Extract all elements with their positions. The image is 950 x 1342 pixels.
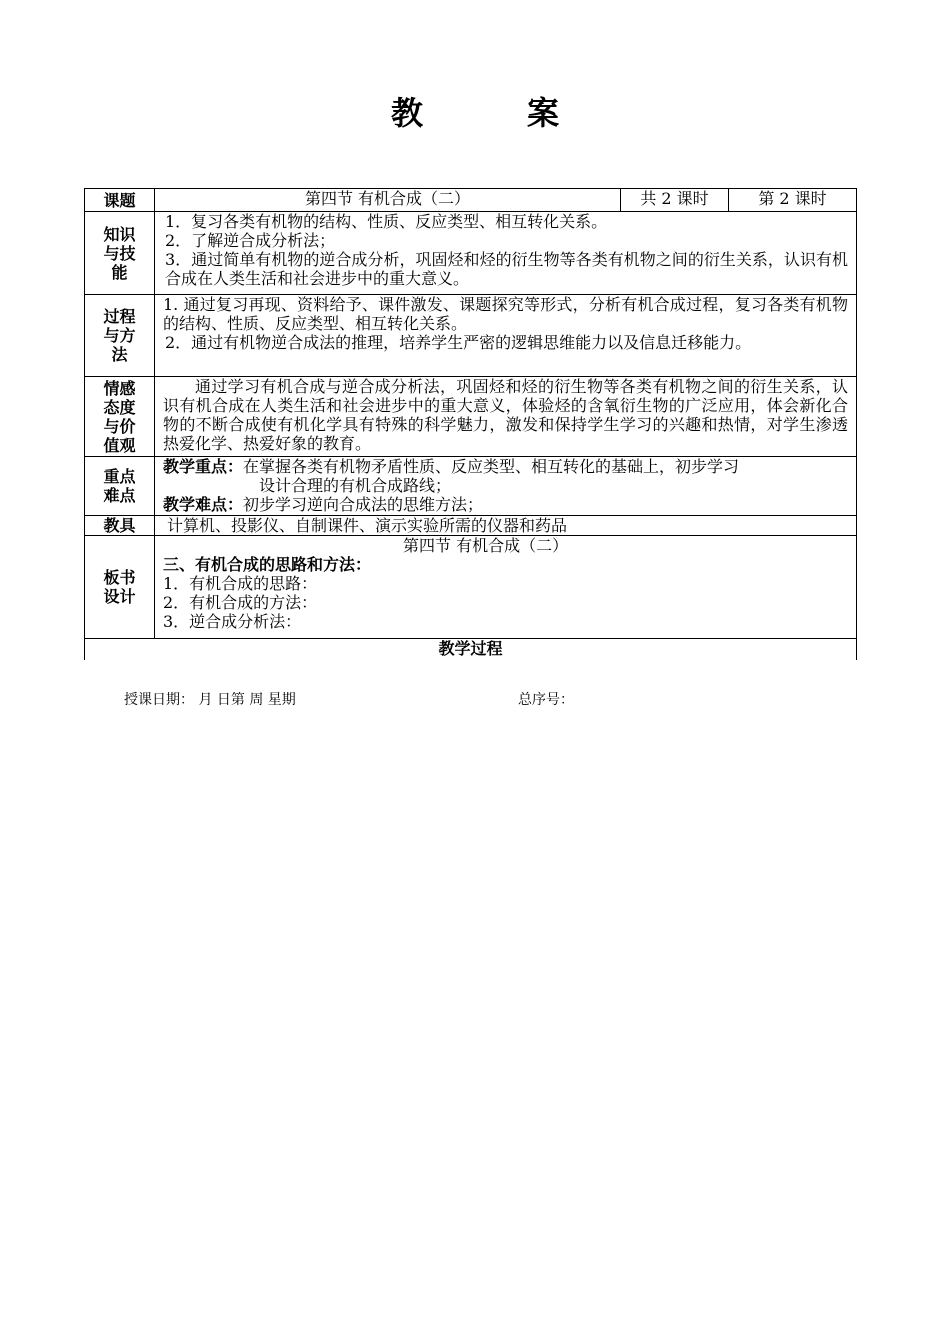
current-hour: 第 2 课时 bbox=[729, 189, 857, 212]
process-label-text: 过程与方法 bbox=[103, 307, 136, 364]
serial-number: 总序号： bbox=[518, 692, 574, 708]
board-section: 三、有机合成的思路和方法： bbox=[163, 555, 372, 574]
lesson-plan-table bbox=[84, 188, 857, 660]
keypoints-row bbox=[85, 457, 857, 516]
board-label-text: 板书设计 bbox=[103, 568, 136, 606]
lesson-plan-sheet bbox=[84, 188, 856, 660]
keypoints-content bbox=[155, 457, 857, 516]
focus-line-2: 设计合理的有机合成路线； bbox=[259, 476, 452, 495]
emotion-row bbox=[85, 377, 857, 457]
board-heading: 第四节 有机合成（二） bbox=[403, 536, 569, 555]
board-content bbox=[155, 536, 857, 639]
tools-label: 教具 bbox=[85, 516, 155, 536]
knowledge-content bbox=[155, 212, 857, 295]
process-content bbox=[155, 295, 857, 377]
focus-line bbox=[163, 457, 848, 476]
tools-row bbox=[85, 516, 857, 536]
keypoints-label-text: 重点难点 bbox=[103, 467, 136, 505]
process-heading: 教学过程 bbox=[85, 639, 857, 660]
knowledge-line: 2．了解逆合成分析法； bbox=[165, 231, 336, 250]
process-line: 2．通过有机物逆合成法的推理，培养学生严密的逻辑思维能力以及信息迁移能力。 bbox=[165, 333, 752, 352]
topic-row bbox=[85, 189, 857, 212]
topic-value: 第四节 有机合成（二） bbox=[155, 189, 621, 212]
knowledge-label-text: 知识与技能 bbox=[103, 224, 136, 282]
emotion-label bbox=[85, 377, 155, 457]
board-item: 1．有机合成的思路： bbox=[163, 574, 318, 593]
tools-text: 计算机、投影仪、自制课件、演示实验所需的仪器和药品 bbox=[167, 516, 568, 535]
knowledge-line: 1．复习各类有机物的结构、性质、反应类型、相互转化关系。 bbox=[165, 212, 608, 231]
process-heading-row bbox=[85, 639, 857, 660]
total-hours: 共 2 课时 bbox=[621, 189, 729, 212]
process-row bbox=[85, 295, 857, 377]
board-label bbox=[85, 536, 155, 639]
process-label bbox=[85, 295, 155, 377]
emotion-label-text: 情感态度与价值观 bbox=[103, 378, 136, 455]
knowledge-row bbox=[85, 212, 857, 295]
difficulty-line bbox=[163, 495, 848, 514]
tools-content bbox=[155, 516, 857, 536]
focus-text: 在掌握各类有机物矛盾性质、反应类型、相互转化的基础上，初步学习 bbox=[243, 457, 740, 476]
knowledge-label bbox=[85, 212, 155, 295]
board-item: 2．有机合成的方法： bbox=[163, 593, 318, 612]
knowledge-line: 3．通过简单有机物的逆合成分析，巩固烃和烃的衍生物等各类有机物之间的衍生关系，认识有机合成在人类生活和社会进步中的重大意义。 bbox=[165, 250, 848, 288]
keypoints-label bbox=[85, 457, 155, 516]
emotion-content: 通过学习有机合成与逆合成分析法，巩固烃和烃的衍生物等各类有机物之间的衍生关系，认识有机合成在人类生活和社会进步中的重大意义，体验烃的含氧衍生物的广泛应用，体会新化合物的不断合成使有机化学具有特殊的科学魅力，激发和保持学生学习的兴趣和热情，对学生渗透热爱化学、热爱好象的教育。 bbox=[155, 377, 857, 457]
focus-label: 教学重点： bbox=[163, 457, 244, 476]
topic-label: 课题 bbox=[85, 189, 155, 212]
teaching-date: 授课日期： 月 日第 周 星期 bbox=[124, 692, 296, 708]
board-row bbox=[85, 536, 857, 639]
process-line: 1. 通过复习再现、资料给予、课件激发、课题探究等形式，分析有机合成过程，复习各类有机物的结构、性质、反应类型、相互转化关系。 bbox=[163, 295, 848, 333]
difficulty-label: 教学难点： bbox=[163, 495, 244, 514]
board-item: 3．逆合成分析法： bbox=[163, 612, 302, 631]
difficulty-text: 初步学习逆向合成法的思维方法； bbox=[243, 495, 484, 514]
page-title: 教 案 bbox=[390, 94, 595, 132]
